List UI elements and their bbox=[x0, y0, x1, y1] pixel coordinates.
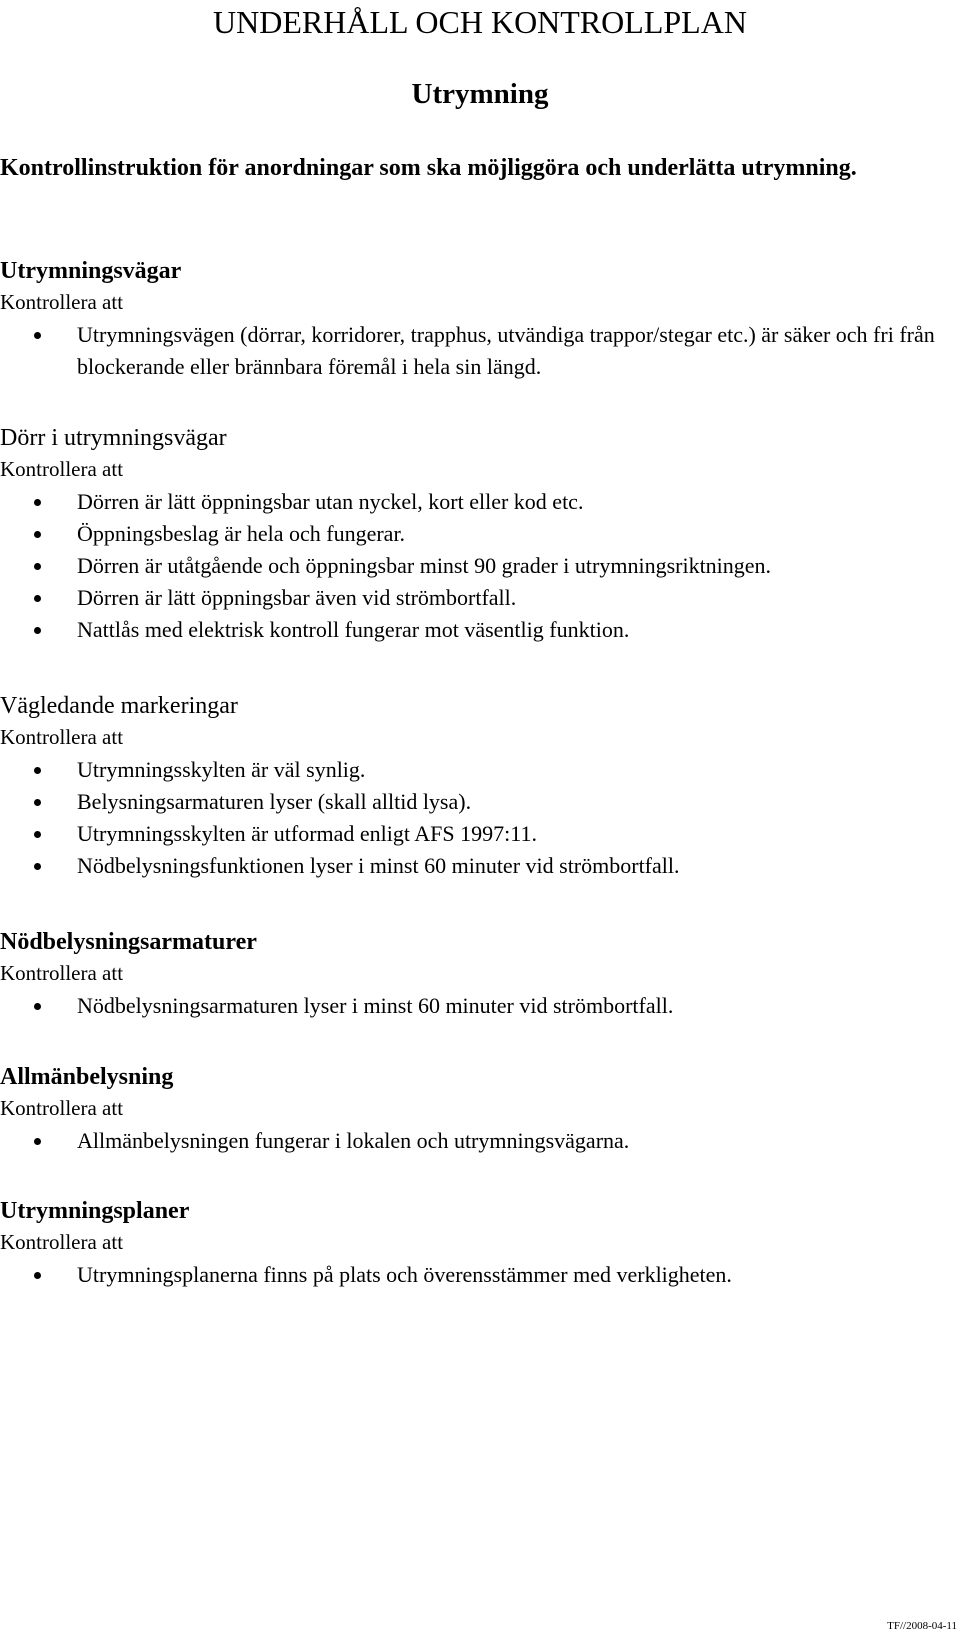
section-label: Kontrollera att bbox=[0, 1096, 124, 1120]
checklist-item bbox=[0, 786, 937, 818]
document-subtitle: Utrymning bbox=[411, 78, 549, 110]
bullet-icon bbox=[34, 627, 41, 634]
checklist-item bbox=[0, 582, 937, 614]
section-heading: Nödbelysningsarmaturer bbox=[0, 929, 257, 955]
checklist-item bbox=[0, 818, 937, 850]
checklist-item bbox=[0, 1259, 937, 1291]
bullet-icon bbox=[34, 1138, 41, 1145]
checklist bbox=[0, 1125, 950, 1157]
bullet-icon bbox=[34, 499, 41, 506]
bullet-icon bbox=[34, 595, 41, 602]
checklist-item-text: Nattlås med elektrisk kontroll fungerar mot väsentlig funktion. bbox=[77, 617, 630, 642]
checklist-item bbox=[0, 1125, 937, 1157]
checklist-item bbox=[0, 518, 937, 550]
checklist bbox=[0, 754, 950, 882]
checklist-item bbox=[0, 486, 937, 518]
section-utrymningsplaner bbox=[0, 1195, 950, 1291]
checklist bbox=[0, 486, 950, 646]
checklist-item-text: Dörren är utåtgående och öppningsbar minst 90 grader i utrymningsriktningen. bbox=[77, 553, 772, 578]
section-label: Kontrollera att bbox=[0, 457, 124, 481]
checklist-item bbox=[0, 614, 937, 646]
checklist-item-text: Utrymningsvägen (dörrar, korridorer, trapphus, utvändiga trappor/stegar etc.) är säker och fri från blockerande eller brännbara föremål i hela sin längd. bbox=[77, 322, 935, 379]
checklist-item-text: Nödbelysningsfunktionen lyser i minst 60 minuter vid strömbortfall. bbox=[77, 853, 680, 878]
checklist-item bbox=[0, 850, 937, 882]
bullet-icon bbox=[34, 531, 41, 538]
bullet-icon bbox=[34, 1272, 41, 1279]
section-nodbelysningsarmaturer bbox=[0, 926, 950, 1022]
checklist-item bbox=[0, 319, 937, 383]
checklist-item-text: Belysningsarmaturen lyser (skall alltid lysa). bbox=[77, 789, 472, 814]
bullet-icon bbox=[34, 1003, 41, 1010]
section-heading: Allmänbelysning bbox=[0, 1064, 174, 1090]
checklist-item-text: Dörren är lätt öppningsbar utan nyckel, kort eller kod etc. bbox=[77, 489, 584, 514]
bullet-icon bbox=[34, 767, 41, 774]
bullet-icon bbox=[34, 563, 41, 570]
section-label: Kontrollera att bbox=[0, 1230, 124, 1254]
bullet-icon bbox=[34, 332, 41, 339]
section-label: Kontrollera att bbox=[0, 961, 124, 985]
checklist bbox=[0, 990, 950, 1022]
bullet-icon bbox=[34, 831, 41, 838]
checklist-item bbox=[0, 550, 937, 582]
section-label: Kontrollera att bbox=[0, 725, 124, 749]
checklist-item-text: Allmänbelysningen fungerar i lokalen och utrymningsvägarna. bbox=[77, 1128, 630, 1153]
document-title: UNDERHÅLL OCH KONTROLLPLAN bbox=[213, 4, 747, 40]
checklist-item-text: Öppningsbeslag är hela och fungerar. bbox=[77, 521, 406, 546]
section-utrymningsvagar bbox=[0, 255, 950, 383]
bullet-icon bbox=[34, 799, 41, 806]
checklist-item-text: Utrymningsskylten är utformad enligt AFS 1997:11. bbox=[77, 821, 537, 846]
footer-date-code: TF//2008-04-11 bbox=[887, 1620, 957, 1632]
section-heading: Dörr i utrymningsvägar bbox=[0, 425, 227, 451]
bullet-icon bbox=[34, 863, 41, 870]
checklist-item bbox=[0, 990, 937, 1022]
section-heading: Vägledande markeringar bbox=[0, 693, 238, 719]
checklist-item-text: Nödbelysningsarmaturen lyser i minst 60 minuter vid strömbortfall. bbox=[77, 993, 674, 1018]
checklist bbox=[0, 1259, 950, 1291]
checklist-item bbox=[0, 754, 937, 786]
checklist-item-text: Utrymningsplanerna finns på plats och överensstämmer med verkligheten. bbox=[77, 1262, 732, 1287]
section-allmanbelysning bbox=[0, 1061, 950, 1157]
checklist-item-text: Dörren är lätt öppningsbar även vid strömbortfall. bbox=[77, 585, 517, 610]
section-dorr-i-utrymningsvagar bbox=[0, 422, 950, 646]
section-vagledande-markeringar bbox=[0, 690, 950, 882]
checklist bbox=[0, 319, 950, 383]
section-heading: Utrymningsplaner bbox=[0, 1198, 190, 1224]
section-label: Kontrollera att bbox=[0, 290, 124, 314]
checklist-item-text: Utrymningsskylten är väl synlig. bbox=[77, 757, 366, 782]
intro-text: Kontrollinstruktion för anordningar som ska möjliggöra och underlätta utrymning. bbox=[0, 155, 857, 181]
section-heading: Utrymningsvägar bbox=[0, 258, 182, 284]
